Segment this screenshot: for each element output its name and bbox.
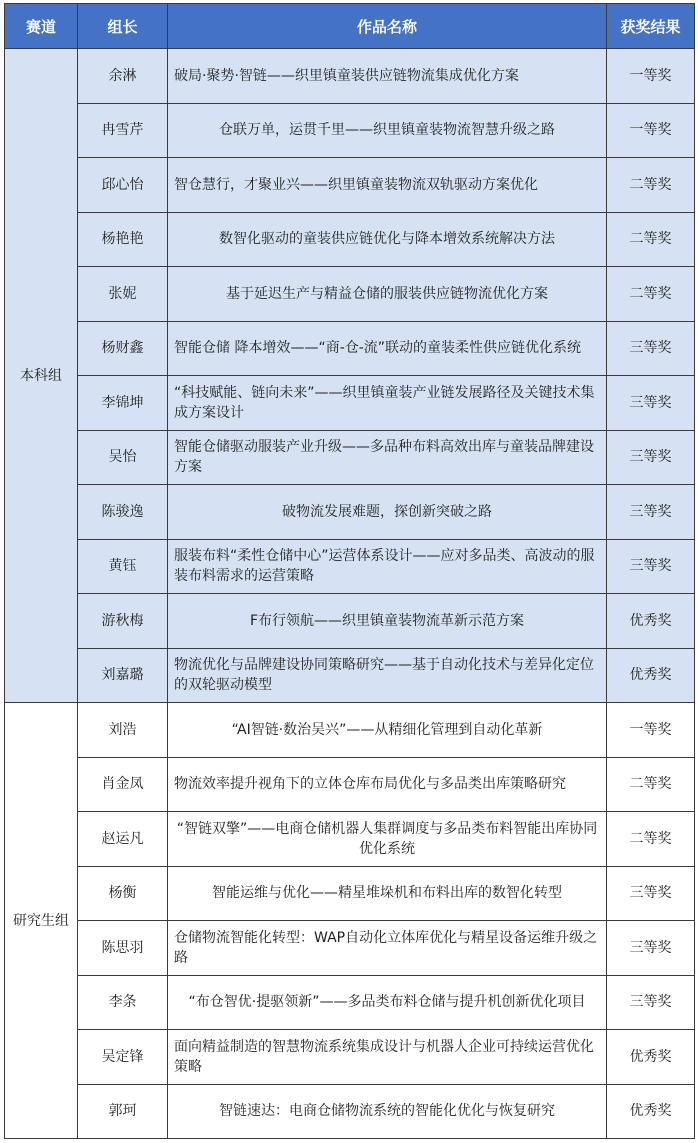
leader-cell: 黄钰 bbox=[78, 539, 168, 594]
table-row bbox=[5, 975, 695, 1030]
result-cell: 一等奖 bbox=[607, 703, 695, 758]
header-work: 作品名称 bbox=[168, 4, 607, 49]
work-cell: 数智化驱动的童装供应链优化与降本增效系统解决方法 bbox=[168, 212, 607, 267]
result-cell: 二等奖 bbox=[607, 158, 695, 213]
work-cell: 服装布料“柔性仓储中心”运营体系设计——应对多品类、高波动的服装布料需求的运营策略 bbox=[168, 539, 607, 594]
work-cell: 基于延迟生产与精益仓储的服装供应链物流优化方案 bbox=[168, 267, 607, 322]
work-cell: 仓储物流智能化转型：WAP自动化立体库优化与精星设备运维升级之路 bbox=[168, 921, 607, 976]
result-cell: 优秀奖 bbox=[607, 594, 695, 649]
table-row bbox=[5, 539, 695, 594]
table-row bbox=[5, 866, 695, 921]
result-cell: 三等奖 bbox=[607, 376, 695, 431]
result-cell: 优秀奖 bbox=[607, 1084, 695, 1139]
work-cell: 物流效率提升视角下的立体仓库布局优化与多品类出库策略研究 bbox=[168, 757, 607, 812]
table-row bbox=[5, 1084, 695, 1139]
leader-cell: 李锦坤 bbox=[78, 376, 168, 431]
table-row bbox=[5, 376, 695, 431]
header-row bbox=[5, 4, 695, 49]
table-row bbox=[5, 430, 695, 485]
result-cell: 三等奖 bbox=[607, 975, 695, 1030]
work-cell: “智链双擎”——电商仓储机器人集群调度与多品类布料智能出库协同优化系统 bbox=[168, 812, 607, 867]
table-row bbox=[5, 103, 695, 158]
table-row bbox=[5, 212, 695, 267]
table-row bbox=[5, 321, 695, 376]
leader-cell: 赵运凡 bbox=[78, 812, 168, 867]
leader-cell: 李条 bbox=[78, 975, 168, 1030]
work-cell: 智能运维与优化——精星堆垛机和布料出库的数智化转型 bbox=[168, 866, 607, 921]
result-cell: 一等奖 bbox=[607, 103, 695, 158]
track-grad: 研究生组 bbox=[5, 703, 78, 1139]
result-cell: 二等奖 bbox=[607, 267, 695, 322]
result-cell: 优秀奖 bbox=[607, 1030, 695, 1085]
leader-cell: 游秋梅 bbox=[78, 594, 168, 649]
work-cell: 智链速达：电商仓储物流系统的智能化优化与恢复研究 bbox=[168, 1084, 607, 1139]
track-undergrad: 本科组 bbox=[5, 49, 78, 703]
leader-cell: 冉雪芹 bbox=[78, 103, 168, 158]
leader-cell: 刘嘉璐 bbox=[78, 648, 168, 703]
result-cell: 二等奖 bbox=[607, 812, 695, 867]
grad-group bbox=[5, 703, 695, 1139]
leader-cell: 肖金凤 bbox=[78, 757, 168, 812]
leader-cell: 刘浩 bbox=[78, 703, 168, 758]
work-cell: 智能仓储 降本增效——“商-仓-流”联动的童装柔性供应链优化系统 bbox=[168, 321, 607, 376]
leader-cell: 陈骏逸 bbox=[78, 485, 168, 540]
result-cell: 三等奖 bbox=[607, 921, 695, 976]
work-cell: “科技赋能、链向未来”——织里镇童装产业链发展路径及关键技术集成方案设计 bbox=[168, 376, 607, 431]
leader-cell: 陈思羽 bbox=[78, 921, 168, 976]
result-cell: 三等奖 bbox=[607, 430, 695, 485]
table-row bbox=[5, 49, 695, 104]
result-cell: 三等奖 bbox=[607, 539, 695, 594]
leader-cell: 杨财鑫 bbox=[78, 321, 168, 376]
awards-table bbox=[4, 3, 695, 1139]
work-cell: F布行领航——织里镇童装物流革新示范方案 bbox=[168, 594, 607, 649]
header-result: 获奖结果 bbox=[607, 4, 695, 49]
table-row bbox=[5, 267, 695, 322]
leader-cell: 张妮 bbox=[78, 267, 168, 322]
result-cell: 优秀奖 bbox=[607, 648, 695, 703]
table-row bbox=[5, 703, 695, 758]
result-cell: 三等奖 bbox=[607, 321, 695, 376]
work-cell: 物流优化与品牌建设协同策略研究——基于自动化技术与差异化定位的双轮驱动模型 bbox=[168, 648, 607, 703]
table-row bbox=[5, 594, 695, 649]
header-leader: 组长 bbox=[78, 4, 168, 49]
table-row bbox=[5, 812, 695, 867]
leader-cell: 杨衡 bbox=[78, 866, 168, 921]
table-row bbox=[5, 921, 695, 976]
work-cell: “AI智链·数治吴兴”——从精细化管理到自动化革新 bbox=[168, 703, 607, 758]
leader-cell: 郭珂 bbox=[78, 1084, 168, 1139]
leader-cell: 余淋 bbox=[78, 49, 168, 104]
work-cell: 仓联万单，运贯千里——织里镇童装物流智慧升级之路 bbox=[168, 103, 607, 158]
table-row bbox=[5, 485, 695, 540]
header-track: 赛道 bbox=[5, 4, 78, 49]
table-row bbox=[5, 1030, 695, 1085]
undergrad-group bbox=[5, 49, 695, 703]
work-cell: 破局·聚势·智链——织里镇童装供应链物流集成优化方案 bbox=[168, 49, 607, 104]
result-cell: 三等奖 bbox=[607, 485, 695, 540]
work-cell: 智仓慧行，才聚业兴——织里镇童装物流双轨驱动方案优化 bbox=[168, 158, 607, 213]
leader-cell: 吴怡 bbox=[78, 430, 168, 485]
leader-cell: 杨艳艳 bbox=[78, 212, 168, 267]
table-row bbox=[5, 648, 695, 703]
table-header bbox=[5, 4, 695, 49]
leader-cell: 吴定锋 bbox=[78, 1030, 168, 1085]
work-cell: “布仓智优·提驱领新”——多品类布料仓储与提升机创新优化项目 bbox=[168, 975, 607, 1030]
result-cell: 二等奖 bbox=[607, 757, 695, 812]
result-cell: 一等奖 bbox=[607, 49, 695, 104]
result-cell: 三等奖 bbox=[607, 866, 695, 921]
work-cell: 智能仓储驱动服装产业升级——多品种布料高效出库与童装品牌建设方案 bbox=[168, 430, 607, 485]
table-row bbox=[5, 757, 695, 812]
work-cell: 破物流发展难题，探创新突破之路 bbox=[168, 485, 607, 540]
work-cell: 面向精益制造的智慧物流系统集成设计与机器人企业可持续运营优化策略 bbox=[168, 1030, 607, 1085]
result-cell: 二等奖 bbox=[607, 212, 695, 267]
table-row bbox=[5, 158, 695, 213]
leader-cell: 邱心怡 bbox=[78, 158, 168, 213]
